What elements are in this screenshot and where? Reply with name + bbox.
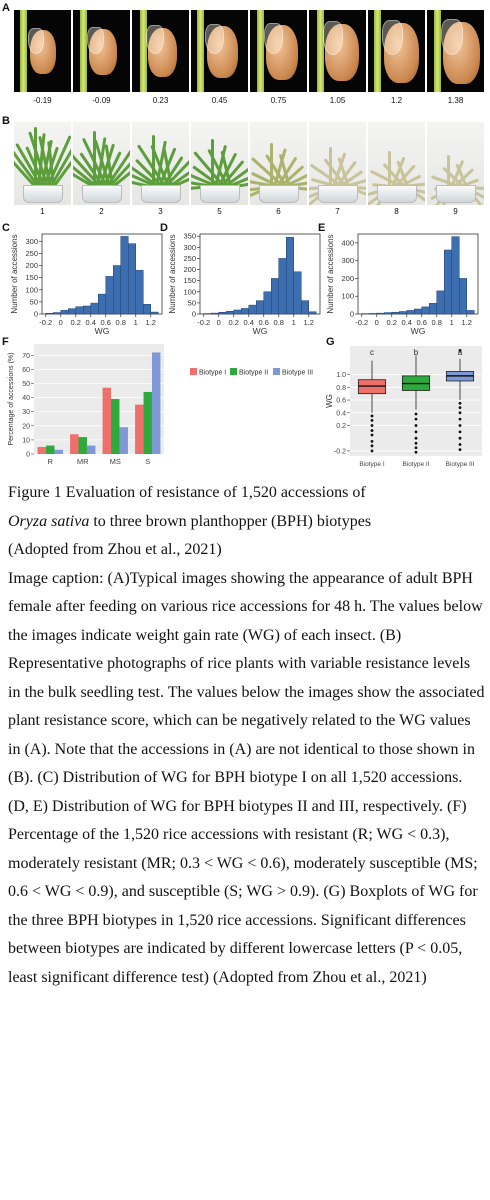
rice-stem bbox=[20, 10, 27, 92]
plant-blade bbox=[388, 151, 391, 187]
outlier-point bbox=[459, 430, 462, 433]
rice-seedling-photo bbox=[427, 122, 484, 205]
x-tick-label: Biotype I bbox=[359, 461, 385, 468]
outlier-point bbox=[459, 402, 462, 405]
resistance-score-label: 2 bbox=[99, 207, 104, 216]
legend-label: Biotype I bbox=[199, 369, 227, 377]
bar-2 bbox=[111, 399, 119, 454]
y-tick-label: 250 bbox=[183, 253, 196, 263]
outlier-point bbox=[371, 444, 374, 447]
bar-2 bbox=[144, 392, 152, 454]
histogram-bar bbox=[121, 236, 129, 314]
plant-cup bbox=[23, 185, 63, 203]
wg-value-label: 1.38 bbox=[447, 96, 464, 105]
wg-value-label: -0.19 bbox=[33, 96, 52, 105]
outlier-point bbox=[371, 434, 374, 437]
y-tick-label: 100 bbox=[25, 285, 38, 295]
rice-stem bbox=[140, 10, 147, 92]
outlier-point bbox=[459, 443, 462, 446]
histogram-bar bbox=[294, 272, 302, 314]
bph-insect-photo bbox=[14, 10, 71, 92]
bar-3 bbox=[87, 446, 95, 454]
caption-title-line3: (Adopted from Zhou et al., 2021) bbox=[8, 541, 222, 558]
plant-cup bbox=[82, 185, 122, 203]
histogram-bar bbox=[53, 313, 61, 314]
plant-blade bbox=[152, 135, 155, 187]
wg-value-label: 0.45 bbox=[211, 96, 228, 105]
outlier-point bbox=[371, 450, 374, 453]
x-tick-label: 0.8 bbox=[115, 318, 126, 327]
plant-blade bbox=[93, 131, 96, 187]
y-axis-label: Number of accessions bbox=[326, 234, 335, 314]
y-tick-label: 300 bbox=[341, 256, 354, 266]
outlier-point bbox=[371, 415, 374, 418]
panel-a-letter: A bbox=[2, 2, 10, 14]
rice-seedling-photo bbox=[191, 122, 248, 205]
significance-letter: c bbox=[370, 348, 374, 357]
boxplot-g bbox=[324, 340, 488, 478]
grouped-bar-chart-f bbox=[4, 338, 330, 472]
histogram-bar bbox=[444, 250, 452, 314]
plant-blade bbox=[34, 127, 37, 187]
resistance-score-label: 8 bbox=[394, 207, 399, 216]
histogram-bar bbox=[414, 309, 422, 314]
histogram-bar bbox=[377, 313, 385, 314]
histogram-bar bbox=[249, 305, 257, 314]
histogram-bar bbox=[136, 270, 144, 314]
caption-body: Image caption: (A)Typical images showing the appearance of adult BPH female after feeding on various rice accessions for 48 h. The values below the images indicate weight gain rate (WG) of each insect. (B) Representative photographs of rice plants with variable resistance levels in the bulk seedling test. The values below the images show the associated plant resistance score, which can be negatively related to the WG values in (A). Note that the accessions in (A) are not identical to those shown in (B). (C) Distribution of WG for BPH biotype I on all 1,520 accessions. (D, E) Distribution of WG for BPH biotypes II and III, respectively. (F) Percentage of the 1,520 rice accessions with resistant (R; WG < 0.3), moderately resistant (MR; 0.3 < WG < 0.6), moderately susceptible (MS; 0.6 < WG < 0.9), and susceptible (S; WG > 0.9). (G) Boxplots of WG for the three BPH biotypes in 1,520 rice accessions. Significant differences between biotypes are indicated by different lowercase letters (P < 0.05, least significant difference test) (Adopted from Zhou et al., 2021) bbox=[8, 569, 485, 986]
legend-label: Biotype II bbox=[239, 369, 269, 377]
outlier-point bbox=[459, 437, 462, 440]
resistance-score-label: 1 bbox=[40, 207, 45, 216]
histogram-bar bbox=[219, 312, 227, 314]
y-tick-label: 0 bbox=[33, 309, 38, 319]
x-tick-label: 0.2 bbox=[386, 318, 397, 327]
resistance-score-label: 7 bbox=[335, 207, 340, 216]
x-tick-label: 0.6 bbox=[416, 318, 427, 327]
panel-a-wg-labels bbox=[14, 96, 484, 105]
plant-blade bbox=[211, 139, 214, 187]
resistance-score-label: 6 bbox=[276, 207, 281, 216]
bph-insect-photo bbox=[250, 10, 307, 92]
histogram-bar bbox=[459, 278, 467, 314]
plant-cup bbox=[377, 185, 417, 203]
rice-stem bbox=[197, 10, 204, 92]
outlier-point bbox=[371, 429, 374, 432]
bph-wing bbox=[28, 28, 44, 54]
outlier-point bbox=[415, 442, 418, 445]
x-tick-label: MR bbox=[76, 457, 89, 466]
significance-letter: a bbox=[457, 348, 463, 357]
x-tick-label: 0.4 bbox=[85, 318, 96, 327]
histogram-bar bbox=[422, 307, 430, 314]
y-tick-label: 50 bbox=[22, 380, 30, 388]
x-tick-label: 0 bbox=[374, 318, 379, 327]
panel-e-letter: E bbox=[318, 222, 326, 234]
panel-b-score-labels bbox=[14, 207, 484, 216]
y-tick-label: 10 bbox=[22, 437, 30, 445]
x-tick-label: 0.2 bbox=[70, 318, 81, 327]
bph-wing bbox=[441, 19, 463, 55]
histogram-bar bbox=[76, 307, 84, 314]
rice-stem bbox=[434, 10, 441, 92]
bar-2 bbox=[46, 446, 54, 454]
outlier-point bbox=[415, 430, 418, 433]
histogram-bar bbox=[407, 310, 415, 314]
histogram-bar bbox=[452, 237, 460, 314]
histogram-bar bbox=[143, 304, 151, 314]
bph-insect-photo bbox=[309, 10, 366, 92]
y-tick-label: 0.6 bbox=[336, 397, 346, 405]
histogram-bar bbox=[256, 301, 264, 314]
x-tick-label: 0.2 bbox=[228, 318, 239, 327]
rice-seedling-photo bbox=[250, 122, 307, 205]
legend-swatch-1 bbox=[190, 368, 197, 375]
panel-f-letter: F bbox=[2, 336, 9, 348]
outlier-point bbox=[459, 418, 462, 421]
legend-label: Biotype III bbox=[282, 369, 314, 377]
y-tick-label: 100 bbox=[341, 291, 354, 301]
histogram-c bbox=[8, 226, 168, 334]
plant-cup bbox=[200, 185, 240, 203]
histogram-bar bbox=[301, 301, 309, 314]
y-tick-label: 50 bbox=[187, 298, 196, 308]
panel-a-photo-strip bbox=[14, 10, 484, 92]
histogram-bar bbox=[264, 292, 272, 314]
bph-insect-photo bbox=[132, 10, 189, 92]
wg-value-label: -0.09 bbox=[92, 96, 111, 105]
y-tick-label: 400 bbox=[341, 238, 354, 248]
y-tick-label: 100 bbox=[183, 287, 196, 297]
x-tick-label: 0 bbox=[58, 318, 63, 327]
bar-3 bbox=[54, 450, 62, 454]
x-tick-label: 0.4 bbox=[401, 318, 412, 327]
outlier-point bbox=[415, 413, 418, 416]
histogram-bar bbox=[467, 310, 475, 314]
histogram-e bbox=[324, 226, 484, 334]
rice-seedling-photo bbox=[132, 122, 189, 205]
y-tick-label: 0 bbox=[191, 309, 196, 319]
histogram-bar bbox=[83, 306, 91, 314]
legend-swatch-3 bbox=[273, 368, 280, 375]
wg-value-label: 1.2 bbox=[390, 96, 403, 105]
bph-insect-photo bbox=[427, 10, 484, 92]
y-tick-label: 350 bbox=[183, 231, 196, 241]
outlier-point bbox=[459, 424, 462, 427]
panel-d-letter: D bbox=[160, 222, 168, 234]
bph-insect-photo bbox=[191, 10, 248, 92]
x-tick-label: Biotype III bbox=[445, 461, 475, 468]
x-tick-label: 1 bbox=[449, 318, 454, 327]
y-axis-label: Percentage of accessions (%) bbox=[8, 352, 15, 446]
histogram-bar bbox=[226, 311, 234, 314]
outlier-point bbox=[459, 448, 462, 451]
x-tick-label: 1.2 bbox=[303, 318, 314, 327]
outlier-point bbox=[371, 419, 374, 422]
caption-title-line1: Figure 1 Evaluation of resistance of 1,520 accessions of bbox=[8, 484, 366, 501]
plant-cup bbox=[318, 185, 358, 203]
y-tick-label: 250 bbox=[25, 248, 38, 258]
y-tick-label: 200 bbox=[183, 265, 196, 275]
histogram-bar bbox=[271, 278, 279, 314]
histogram-bar bbox=[309, 312, 317, 314]
outlier-point bbox=[415, 424, 418, 427]
bph-wing bbox=[87, 27, 104, 54]
y-tick-label: 150 bbox=[183, 276, 196, 286]
y-tick-label: 30 bbox=[22, 409, 30, 417]
plant-blade bbox=[447, 155, 450, 187]
histogram-bar bbox=[369, 313, 377, 314]
histogram-bar bbox=[399, 312, 407, 314]
rice-stem bbox=[80, 10, 87, 92]
histogram-bar bbox=[46, 313, 54, 314]
bar-1 bbox=[103, 388, 111, 454]
y-tick-label: 0.4 bbox=[336, 410, 346, 418]
bar-2 bbox=[79, 437, 87, 454]
outlier-point bbox=[459, 411, 462, 414]
outlier-point bbox=[415, 446, 418, 449]
y-tick-label: 70 bbox=[22, 352, 30, 360]
bar-1 bbox=[38, 447, 46, 454]
caption-title-line2 bbox=[8, 508, 486, 537]
x-tick-label: 0.8 bbox=[273, 318, 284, 327]
rice-seedling-photo bbox=[14, 122, 71, 205]
x-tick-label: -0.2 bbox=[197, 318, 211, 327]
y-tick-label: 300 bbox=[25, 236, 38, 246]
significance-letter: b bbox=[413, 348, 419, 357]
y-tick-label: 150 bbox=[25, 273, 38, 283]
outlier-point bbox=[371, 424, 374, 427]
histogram-bar bbox=[392, 312, 400, 314]
bph-insect-photo bbox=[73, 10, 130, 92]
histogram-d bbox=[166, 226, 326, 334]
histogram-bar bbox=[151, 312, 159, 314]
x-tick-label: 1.2 bbox=[145, 318, 156, 327]
x-tick-label: 0 bbox=[216, 318, 221, 327]
bar-1 bbox=[135, 405, 143, 454]
bph-wing bbox=[146, 25, 164, 54]
rice-stem bbox=[317, 10, 324, 92]
outlier-point bbox=[371, 440, 374, 443]
histogram-bar bbox=[98, 294, 106, 314]
resistance-score-label: 3 bbox=[158, 207, 163, 216]
y-tick-label: 1.0 bbox=[336, 372, 346, 380]
rice-stem bbox=[374, 10, 381, 92]
x-tick-label: -0.2 bbox=[355, 318, 369, 327]
species-name: Oryza sativa bbox=[8, 512, 90, 530]
histogram-bar bbox=[68, 309, 76, 314]
histogram-bar bbox=[61, 310, 69, 314]
rice-seedling-photo bbox=[73, 122, 130, 205]
wg-value-label: 0.23 bbox=[152, 96, 169, 105]
x-tick-label: 1 bbox=[291, 318, 296, 327]
histogram-bar bbox=[384, 313, 392, 314]
wg-value-label: 1.05 bbox=[329, 96, 346, 105]
y-tick-label: 300 bbox=[183, 242, 196, 252]
panel-b-letter: B bbox=[2, 115, 10, 127]
x-tick-label: -0.2 bbox=[39, 318, 53, 327]
x-tick-label: 1 bbox=[133, 318, 138, 327]
rice-seedling-photo bbox=[309, 122, 366, 205]
y-tick-label: 0.8 bbox=[336, 384, 346, 392]
outlier-point bbox=[415, 418, 418, 421]
bar-3 bbox=[152, 352, 160, 454]
plant-cup bbox=[141, 185, 181, 203]
histogram-bar bbox=[113, 266, 121, 314]
x-tick-label: 0.6 bbox=[258, 318, 269, 327]
y-axis-label: Number of accessions bbox=[10, 234, 19, 314]
outlier-point bbox=[459, 406, 462, 409]
histogram-bar bbox=[106, 276, 114, 314]
plant-blade bbox=[270, 143, 273, 187]
histogram-bar bbox=[241, 308, 249, 314]
panel-c-letter: C bbox=[2, 222, 10, 234]
histogram-bar bbox=[279, 258, 287, 314]
x-tick-label: S bbox=[145, 457, 151, 466]
bph-wing bbox=[323, 21, 343, 54]
y-axis-label: WG bbox=[325, 394, 334, 408]
panel-g-letter: G bbox=[326, 336, 335, 348]
plant-cup bbox=[259, 185, 299, 203]
x-axis-label: WG bbox=[410, 326, 426, 334]
x-tick-label: 0.8 bbox=[431, 318, 442, 327]
bar-1 bbox=[70, 434, 78, 454]
caption-title-line2-rest: to three brown planthopper (BPH) biotypes bbox=[89, 512, 372, 530]
outlier-point bbox=[415, 451, 418, 454]
x-tick-label: MS bbox=[109, 457, 121, 466]
resistance-score-label: 9 bbox=[453, 207, 458, 216]
x-tick-label: 0.4 bbox=[243, 318, 254, 327]
histogram-bar bbox=[128, 244, 136, 314]
y-tick-label: 200 bbox=[25, 261, 38, 271]
y-tick-label: 0 bbox=[26, 451, 30, 459]
legend-swatch-2 bbox=[230, 368, 237, 375]
plant-blade bbox=[329, 147, 332, 187]
y-tick-label: 0 bbox=[349, 309, 354, 319]
panel-b-photo-strip bbox=[14, 122, 484, 205]
x-tick-label: R bbox=[47, 457, 53, 466]
x-tick-label: 0.6 bbox=[100, 318, 111, 327]
y-tick-label: -0.2 bbox=[333, 448, 346, 456]
y-tick-label: 0.2 bbox=[336, 422, 346, 430]
rice-seedling-photo bbox=[368, 122, 425, 205]
y-axis-label: Number of accessions bbox=[168, 234, 177, 314]
histogram-bar bbox=[211, 313, 219, 314]
histogram-bar bbox=[234, 310, 242, 314]
y-tick-label: 50 bbox=[29, 297, 38, 307]
y-tick-label: 60 bbox=[22, 366, 30, 374]
x-tick-label: Biotype II bbox=[402, 461, 430, 468]
x-axis-label: WG bbox=[94, 326, 110, 334]
bar-3 bbox=[119, 427, 127, 454]
rice-stem bbox=[257, 10, 264, 92]
plant-cup bbox=[436, 185, 476, 203]
y-tick-label: 40 bbox=[22, 395, 30, 403]
resistance-score-label: 5 bbox=[217, 207, 222, 216]
bph-wing bbox=[382, 20, 403, 55]
histogram-bar bbox=[429, 303, 437, 314]
histogram-bar bbox=[286, 237, 294, 314]
outlier-point bbox=[415, 437, 418, 440]
histogram-bar bbox=[437, 291, 445, 314]
y-tick-label: 20 bbox=[22, 423, 30, 431]
x-axis-label: WG bbox=[252, 326, 268, 334]
figure-caption bbox=[8, 479, 486, 992]
x-tick-label: 1.2 bbox=[461, 318, 472, 327]
wg-value-label: 0.75 bbox=[270, 96, 287, 105]
bph-insect-photo bbox=[368, 10, 425, 92]
histogram-bar bbox=[91, 303, 99, 314]
y-tick-label: 200 bbox=[341, 273, 354, 283]
bph-wing bbox=[205, 24, 224, 54]
